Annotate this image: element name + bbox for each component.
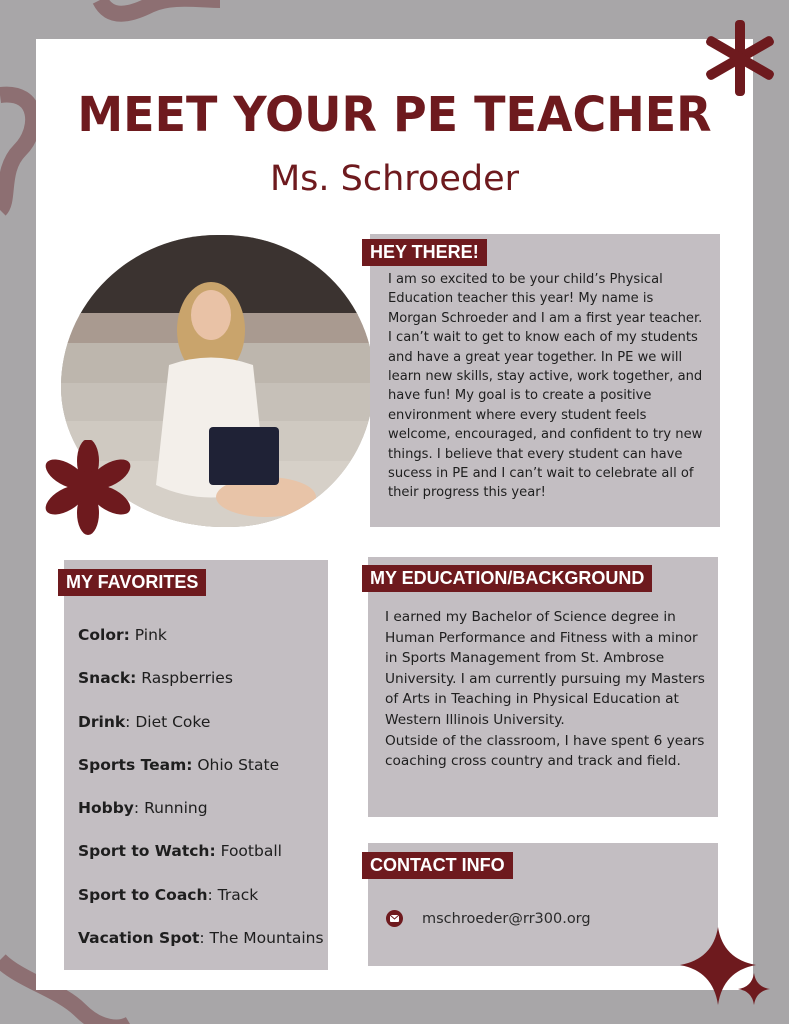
list-item: Vacation Spot: The Mountains bbox=[78, 929, 324, 948]
education-text bbox=[385, 607, 705, 772]
list-item: Drink: Diet Coke bbox=[78, 712, 211, 731]
page-title: MEET YOUR PE TEACHER bbox=[77, 85, 712, 143]
favorites-heading: MY FAVORITES bbox=[58, 569, 206, 596]
list-item: Color: Pink bbox=[78, 626, 167, 644]
list-item: Snack: Raspberries bbox=[78, 669, 233, 688]
intro-heading: HEY THERE! bbox=[362, 239, 487, 266]
education-paragraph: I earned my Bachelor of Science degree in Human Performance and Fitness with a minor in Sports Management from St. Ambrose University. I am currently pursuing my Masters of Arts in Teaching in Physical Education at Western Illinois University. bbox=[385, 609, 705, 728]
mail-icon bbox=[386, 910, 403, 927]
background-paragraph: Outside of the classroom, I have spent 6 years coaching cross country and track and field. bbox=[385, 732, 705, 770]
list-item: Hobby: Running bbox=[78, 799, 208, 818]
list-item: Sport to Watch: Football bbox=[78, 842, 282, 861]
contact-email-row bbox=[386, 910, 591, 927]
list-item: Sport to Coach: Track bbox=[78, 885, 259, 904]
asterisk-icon bbox=[700, 18, 780, 98]
intro-text: I am so excited to be your child’s Physical Education teacher this year! My name is Morgan Schroeder and I am a first year teacher. I can’t wait to get to know each of my students and have a great year together. In PE we will learn new skills, stay active, work together, and have fun! My goal is to create a positive environment where every student feels welcome, encouraged, and confident to try new things. I believe that every student can have sucess in PE and I can’t wait to celebrate all of their progress this year! bbox=[388, 272, 703, 501]
contact-email[interactable]: mschroeder@rr300.org bbox=[422, 910, 591, 927]
flower-icon bbox=[38, 440, 138, 535]
education-heading: MY EDUCATION/BACKGROUND bbox=[362, 565, 652, 592]
list-item: Sports Team: Ohio State bbox=[78, 755, 280, 774]
sparkle-icon bbox=[680, 925, 775, 1010]
favorites-list bbox=[78, 625, 324, 971]
flyer-card bbox=[36, 39, 753, 990]
teacher-name: Ms. Schroeder bbox=[269, 159, 520, 199]
contact-heading: CONTACT INFO bbox=[362, 852, 513, 879]
